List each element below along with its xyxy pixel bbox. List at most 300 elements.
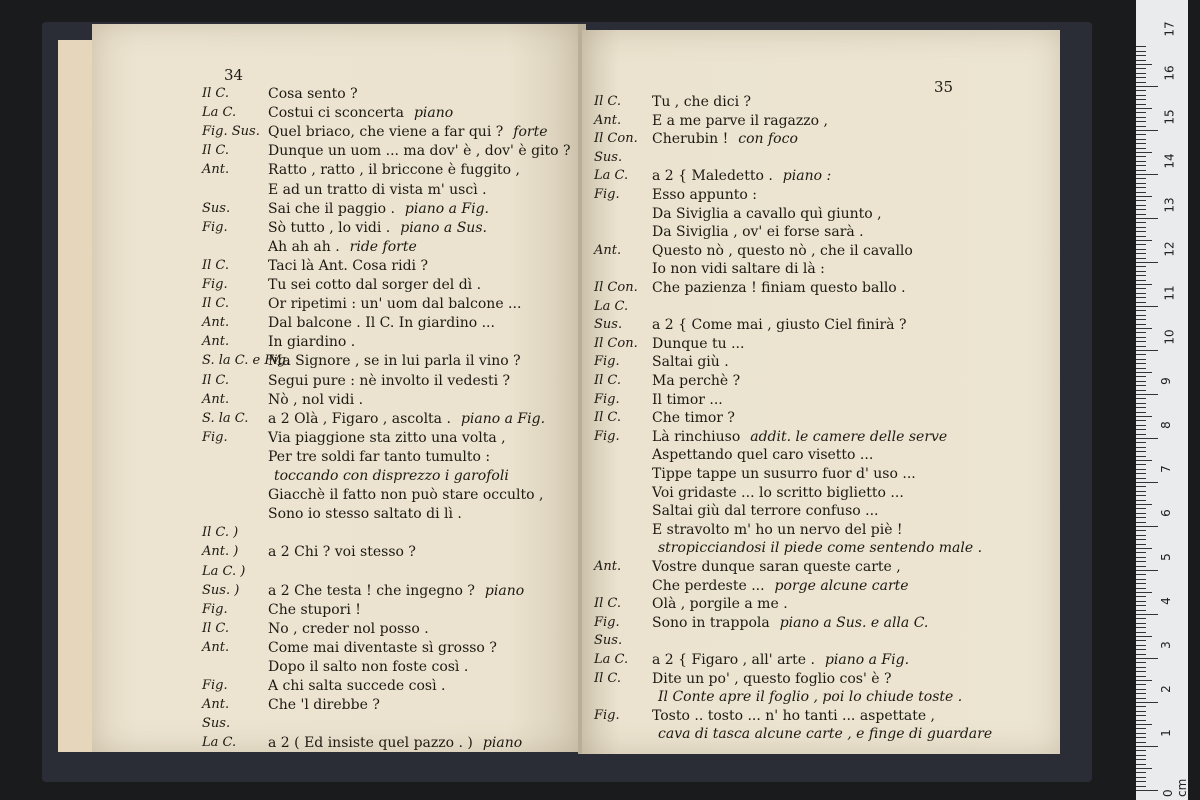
ruler-label: 11	[1162, 285, 1177, 301]
dialogue-line: Ah ah ah .	[268, 238, 340, 255]
ruler-tick	[1136, 244, 1146, 245]
ruler-tick	[1136, 684, 1146, 685]
left-page	[92, 24, 582, 752]
ruler-tick	[1136, 236, 1146, 237]
dialogue-text	[268, 353, 531, 369]
dialogue-line: Sono in trappola	[652, 614, 770, 631]
ruler-tick	[1136, 724, 1152, 725]
dialogue-line: Il timor ...	[652, 391, 723, 408]
dialogue-text	[652, 336, 754, 352]
ruler-tick	[1136, 143, 1146, 144]
ruler-label: 2	[1158, 685, 1173, 693]
dialogue-line: Che timor ?	[652, 410, 735, 427]
ruler-tick	[1136, 156, 1146, 157]
ruler-tick	[1136, 500, 1146, 501]
ruler-tick	[1136, 214, 1146, 215]
dialogue-text	[268, 315, 505, 331]
dialogue-text	[652, 299, 662, 315]
ruler-tick	[1136, 174, 1158, 175]
speaker-label: Il C.	[594, 410, 622, 426]
speaker-label: Sus.	[202, 200, 231, 216]
page-number-left: 34	[224, 66, 244, 84]
speaker-label: Fig.	[594, 354, 620, 370]
dialogue-line: A chi salta succede così .	[268, 678, 446, 695]
ruler-tick	[1136, 240, 1152, 241]
ruler-tick	[1136, 495, 1146, 496]
dialogue-line: Saltai giù .	[652, 354, 729, 371]
ruler-tick	[1136, 165, 1146, 166]
dialogue-line: Tippe tappe un susurro fuor d' uso ...	[652, 466, 916, 482]
dialogue-line: Costui ci sconcerta	[268, 105, 404, 122]
ruler-label: 14	[1162, 153, 1177, 169]
dialogue-line: Giacchè il fatto non può stare occulto ,	[268, 487, 544, 504]
dialogue-line: a 2 Chi ? voi stesso ?	[268, 544, 416, 561]
dialogue-text	[652, 373, 750, 389]
dialogue-text	[268, 583, 524, 599]
dialogue-line: Che pazienza ! finiam questo ballo .	[652, 280, 906, 296]
ruler-tick	[1136, 82, 1146, 83]
dialogue-text	[268, 220, 487, 236]
ruler-tick	[1136, 539, 1146, 540]
ruler-tick	[1136, 425, 1146, 426]
dialogue-text	[268, 296, 531, 312]
ruler-tick	[1136, 170, 1146, 171]
ruler-tick	[1136, 337, 1146, 338]
ruler-tick	[1136, 548, 1152, 549]
dialogue-line: a 2 ( Ed insiste quel pazzo . )	[268, 735, 473, 752]
dialogue-text	[268, 716, 278, 732]
ruler-tick	[1136, 121, 1146, 122]
ruler-tick	[1136, 728, 1146, 729]
ruler-tick	[1136, 390, 1146, 391]
dialogue-line: Via piaggione sta zitto una volta ,	[268, 429, 506, 446]
dialogue-line: Dal balcone . Il C. In giardino ...	[268, 315, 495, 332]
ruler-label: 5	[1158, 553, 1173, 561]
dialogue-line: Cosa sento ?	[268, 86, 358, 102]
ruler-label: 1	[1158, 729, 1173, 737]
ruler-tick	[1136, 288, 1146, 289]
ruler-tick	[1136, 654, 1146, 655]
ruler-tick	[1136, 218, 1158, 219]
dialogue-line: E stravolto m' ho un nervo del piè !	[652, 521, 903, 538]
speaker-label: Ant.	[594, 112, 622, 128]
dialogue-text	[268, 659, 478, 675]
ruler-tick	[1136, 552, 1146, 553]
ruler-tick	[1136, 482, 1158, 483]
dialogue-text	[268, 697, 390, 713]
dialogue-line: Sai che il paggio .	[268, 200, 395, 217]
ruler-tick	[1136, 447, 1146, 448]
ruler-tick	[1136, 715, 1146, 716]
ruler-tick	[1136, 632, 1146, 633]
ruler-tick	[1136, 667, 1146, 668]
speaker-label: La C.	[202, 735, 237, 751]
speaker-label: Il C.	[594, 373, 622, 388]
ruler-tick	[1136, 614, 1158, 615]
speaker-label: Il C. )	[202, 525, 239, 541]
right-page	[582, 30, 1060, 754]
ruler-tick	[1136, 416, 1152, 417]
dialogue-line: a 2 Olà , Figaro , ascolta .	[268, 410, 451, 427]
ruler-tick	[1136, 592, 1152, 593]
dialogue-text	[268, 162, 530, 178]
ruler-tick	[1136, 249, 1146, 250]
ruler-tick	[1136, 513, 1146, 514]
dialogue-text	[268, 182, 497, 198]
dialogue-text	[652, 522, 913, 538]
ruler-tick	[1136, 385, 1146, 386]
dialogue-line: a 2 { Maledetto .	[652, 168, 773, 185]
ruler-tick	[1136, 759, 1146, 760]
ruler-tick	[1136, 209, 1146, 210]
ruler-label: 10	[1162, 329, 1177, 345]
ruler-tick	[1136, 535, 1146, 536]
ruler-tick	[1136, 583, 1146, 584]
ruler-tick	[1136, 341, 1146, 342]
ruler-tick	[1136, 77, 1146, 78]
ruler-tick	[1136, 658, 1158, 659]
speaker-label: Fig.	[594, 391, 620, 407]
ruler-tick	[1136, 372, 1152, 373]
dialogue-line: Là rinchiuso	[652, 428, 741, 445]
speaker-label: Sus.	[594, 149, 623, 165]
ruler-tick	[1136, 73, 1146, 74]
dialogue-text	[268, 86, 368, 102]
ruler-tick	[1136, 671, 1146, 672]
speaker-label: Ant.	[202, 639, 230, 655]
dialogue-line: Da Siviglia a cavallo quì giunto ,	[652, 205, 882, 222]
dialogue-line: Nò , nol vidi .	[268, 391, 364, 408]
stage-direction: piano a Sus. e alla C.	[779, 614, 929, 631]
ruler-label: 3	[1158, 641, 1173, 649]
ruler-tick	[1136, 636, 1152, 637]
speaker-label: Fig.	[594, 428, 620, 444]
ruler-tick	[1136, 627, 1146, 628]
speaker-label: Il C.	[202, 372, 230, 388]
ruler-tick	[1136, 570, 1158, 571]
stage-direction: addit. le camere delle serve	[750, 428, 948, 445]
speaker-label: Il Con.	[594, 280, 638, 295]
ruler-tick	[1136, 522, 1146, 523]
ruler-tick	[1136, 698, 1146, 699]
dialogue-text	[268, 124, 547, 140]
dialogue-line: Questo nò , questo nò , che il cavallo	[652, 242, 913, 259]
ruler-tick	[1136, 231, 1146, 232]
dialogue-text	[658, 689, 972, 705]
dialogue-line: E ad un tratto di vista m' uscì .	[268, 181, 487, 198]
ruler-tick	[1136, 187, 1146, 188]
ruler-tick	[1136, 623, 1146, 624]
dialogue-text	[652, 261, 835, 277]
ruler-tick	[1136, 786, 1146, 787]
dialogue-text	[268, 544, 426, 560]
speaker-label: S. la C.	[202, 410, 249, 426]
speaker-label: Ant.	[202, 334, 230, 350]
dialogue-text	[652, 578, 909, 594]
ruler-tick	[1136, 464, 1146, 465]
dialogue-text	[652, 633, 662, 649]
dialogue-line: a 2 { Come mai , giusto Ciel finirà ?	[652, 317, 907, 334]
ruler-tick	[1136, 108, 1152, 109]
speaker-label: Fig.	[594, 707, 620, 723]
dialogue-line: Olà , porgile a me .	[652, 596, 788, 613]
ruler-tick	[1136, 772, 1146, 773]
ruler-tick	[1136, 302, 1146, 303]
ruler-tick	[1136, 139, 1146, 140]
stage-direction: piano a Sus.	[400, 219, 487, 236]
dialogue-text	[652, 187, 767, 203]
ruler-tick	[1136, 398, 1146, 399]
speaker-label: Il C.	[202, 257, 230, 273]
ruler-tick	[1136, 649, 1146, 650]
ruler-tick	[1136, 90, 1146, 91]
speaker-label: Sus. )	[202, 582, 240, 598]
dialogue-text	[268, 640, 507, 656]
dialogue-text	[652, 596, 798, 612]
ruler-tick	[1136, 280, 1146, 281]
speaker-label: Il Con.	[594, 131, 638, 147]
dialogue-text	[652, 485, 914, 501]
speaker-label: Sus.	[594, 317, 623, 333]
ruler-tick	[1136, 148, 1146, 149]
dialogue-line: Dunque un uom ... ma dov' è , dov' è gito ?	[268, 143, 571, 160]
ruler-tick	[1136, 275, 1146, 276]
ruler-tick	[1136, 517, 1146, 518]
dialogue-text	[268, 430, 516, 446]
ruler-tick	[1136, 130, 1158, 131]
dialogue-line: Sò tutto , lo vidi .	[268, 219, 391, 236]
ruler-tick	[1136, 95, 1146, 96]
dialogue-text	[652, 131, 798, 147]
dialogue-text	[652, 206, 892, 222]
dialogue-text	[652, 224, 874, 240]
dialogue-line: Saltai giù dal terrore confuso ...	[652, 503, 879, 520]
ruler-tick	[1136, 354, 1146, 355]
ruler-tick	[1136, 205, 1146, 206]
speaker-label: Fig.	[594, 614, 620, 630]
dialogue-line: Taci là Ant. Cosa ridi ?	[268, 257, 428, 274]
ruler-tick	[1136, 750, 1146, 751]
ruler-label: 4	[1158, 597, 1173, 605]
ruler-tick	[1136, 689, 1146, 690]
speaker-label: Il C.	[202, 620, 230, 636]
ruler-tick	[1136, 412, 1146, 413]
ruler-tick	[1136, 579, 1146, 580]
speaker-label: Il C.	[594, 670, 622, 686]
speaker-label: Il C.	[202, 86, 230, 101]
stage-direction: piano a Fig.	[404, 200, 489, 217]
ruler-tick	[1136, 407, 1146, 408]
dialogue-text	[268, 411, 545, 427]
ruler-tick	[1136, 596, 1146, 597]
ruler-label: 17	[1162, 21, 1177, 37]
dialogue-text	[274, 468, 519, 484]
ruler-tick	[1136, 561, 1146, 562]
ruler-tick	[1136, 196, 1152, 197]
ruler-tick	[1136, 381, 1146, 382]
ruler-tick	[1136, 706, 1146, 707]
dialogue-line: No , creder nol posso .	[268, 620, 429, 637]
speaker-label: Ant.	[202, 391, 230, 407]
ruler-tick	[1136, 222, 1146, 223]
ruler-tick	[1136, 306, 1158, 307]
ruler-tick	[1136, 178, 1146, 179]
ruler-tick	[1136, 271, 1146, 272]
stage-direction: forte	[513, 124, 548, 141]
dialogue-text	[652, 671, 902, 687]
speaker-label: Fig. Sus.	[202, 124, 260, 140]
dialogue-text	[268, 621, 439, 637]
dialogue-text	[652, 503, 889, 519]
ruler-tick	[1136, 442, 1146, 443]
ruler-tick	[1136, 645, 1146, 646]
dialogue-text	[652, 447, 883, 463]
speaker-label: Il C.	[594, 596, 622, 612]
dialogue-line: Dite un po' , questo foglio cos' è ?	[652, 670, 892, 687]
ruler-tick	[1136, 737, 1146, 738]
dialogue-line: Dunque tu ...	[652, 335, 745, 352]
stage-direction: piano	[482, 735, 523, 752]
stage-direction: piano	[413, 105, 454, 122]
ruler-tick	[1136, 504, 1152, 505]
ruler-tick	[1136, 403, 1146, 404]
speaker-label: Ant.	[202, 697, 230, 713]
speaker-label: Sus.	[594, 633, 623, 649]
stage-direction: piano a Fig.	[824, 652, 910, 668]
ruler-tick	[1136, 434, 1146, 435]
speaker-label: La C.	[202, 105, 237, 121]
speaker-label: La C.	[594, 298, 629, 314]
dialogue-line: Dopo il salto non foste così .	[268, 659, 469, 675]
ruler-tick	[1136, 451, 1146, 452]
stage-direction: piano :	[782, 168, 832, 185]
ruler-tick	[1136, 610, 1146, 611]
dialogue-text	[268, 678, 455, 694]
speaker-label: Fig.	[202, 429, 228, 445]
ruler-tick	[1136, 359, 1146, 360]
dialogue-text	[268, 487, 553, 503]
dialogue-text	[652, 94, 761, 110]
measurement-ruler	[1136, 0, 1188, 800]
ruler-tick	[1136, 134, 1146, 135]
ruler-tick	[1136, 438, 1158, 439]
ruler-tick	[1136, 768, 1152, 769]
ruler-tick	[1136, 227, 1146, 228]
dialogue-line: Ma Signore , se in lui parla il vino ?	[268, 353, 521, 370]
dialogue-text	[658, 540, 992, 556]
ruler-tick	[1136, 764, 1146, 765]
ruler-tick	[1136, 117, 1146, 118]
speaker-label: Il C.	[202, 296, 230, 312]
ruler-tick	[1136, 253, 1146, 254]
dialogue-text	[268, 239, 417, 255]
dialogue-text	[268, 105, 453, 121]
ruler-label: 6	[1158, 509, 1173, 517]
dialogue-line: Che perdeste ...	[652, 577, 765, 594]
stage-direction: con foco	[738, 131, 798, 148]
ruler-tick	[1136, 368, 1146, 369]
ruler-tick	[1136, 473, 1146, 474]
ruler-tick	[1136, 601, 1146, 602]
dialogue-line: Per tre soldi far tanto tumulto :	[268, 448, 491, 465]
dialogue-line: toccando con disprezzo i garofoli	[274, 468, 509, 484]
ruler-tick	[1136, 618, 1146, 619]
ruler-tick	[1136, 183, 1146, 184]
stage-direction: piano	[484, 582, 525, 599]
ruler-tick	[1136, 46, 1146, 47]
ruler-tick	[1136, 64, 1152, 65]
dialogue-line: Da Siviglia , ov' ei forse sarà .	[652, 224, 864, 241]
dialogue-line: Quel briaco, che viene a far qui ?	[268, 124, 504, 141]
ruler-tick	[1136, 526, 1158, 527]
ruler-tick	[1136, 363, 1146, 364]
dialogue-line: a 2 { Figaro , all' arte .	[652, 652, 815, 668]
ruler-tick	[1136, 420, 1146, 421]
ruler-tick	[1136, 711, 1146, 712]
dialogue-text	[268, 525, 278, 541]
ruler-label: 9	[1158, 377, 1173, 385]
ruler-tick	[1136, 781, 1146, 782]
ruler-tick	[1136, 478, 1146, 479]
dialogue-text	[268, 564, 278, 580]
dialogue-line: Io non vidi saltare di là :	[652, 261, 825, 278]
ruler-tick	[1136, 491, 1146, 492]
ruler-label: 15	[1162, 109, 1177, 125]
dialogue-line: a 2 Che testa ! che ingegno ?	[268, 582, 475, 599]
dialogue-line: Che 'l direbbe ?	[268, 697, 380, 714]
ruler-tick	[1136, 297, 1146, 298]
dialogue-text	[268, 735, 522, 751]
dialogue-text	[652, 168, 831, 184]
ruler-tick	[1136, 557, 1146, 558]
ruler-tick	[1136, 324, 1146, 325]
speaker-label: La C. )	[202, 563, 246, 579]
ruler-tick	[1136, 508, 1146, 509]
dialogue-text	[658, 726, 1002, 742]
ruler-tick	[1136, 777, 1146, 778]
dialogue-text	[268, 506, 472, 522]
page-number-right: 35	[934, 78, 954, 96]
ruler-tick	[1136, 790, 1158, 791]
dialogue-text	[652, 652, 909, 668]
dialogue-line: Tosto .. tosto ... n' ho tanti ... aspettate ,	[652, 707, 936, 724]
dialogue-text	[268, 201, 489, 217]
ruler-label: 13	[1162, 197, 1177, 213]
dialogue-text	[652, 243, 923, 259]
dialogue-line: Ratto , ratto , il briccone è fuggito ,	[268, 162, 520, 179]
ruler-tick	[1136, 258, 1146, 259]
dialogue-text	[652, 559, 911, 575]
dialogue-text	[268, 258, 438, 274]
ruler-label: 7	[1158, 465, 1173, 473]
dialogue-line: stropicciandosi il piede come sentendo male .	[658, 540, 983, 557]
speaker-label: Fig.	[202, 277, 228, 292]
ruler-tick	[1136, 293, 1146, 294]
dialogue-line: Voi gridaste ... lo scritto biglietto ...	[652, 484, 904, 501]
speaker-label: Il C.	[202, 143, 230, 159]
dialogue-text	[652, 429, 947, 445]
ruler-tick	[1136, 376, 1146, 377]
dialogue-line: Esso appunto :	[652, 187, 757, 203]
ruler-tick	[1136, 742, 1146, 743]
ruler-tick	[1136, 676, 1146, 677]
ruler-tick	[1136, 192, 1146, 193]
dialogue-text	[268, 449, 500, 465]
dialogue-text	[652, 392, 733, 408]
ruler-tick	[1136, 350, 1158, 351]
ruler-tick	[1136, 530, 1146, 531]
ruler-tick	[1136, 152, 1152, 153]
